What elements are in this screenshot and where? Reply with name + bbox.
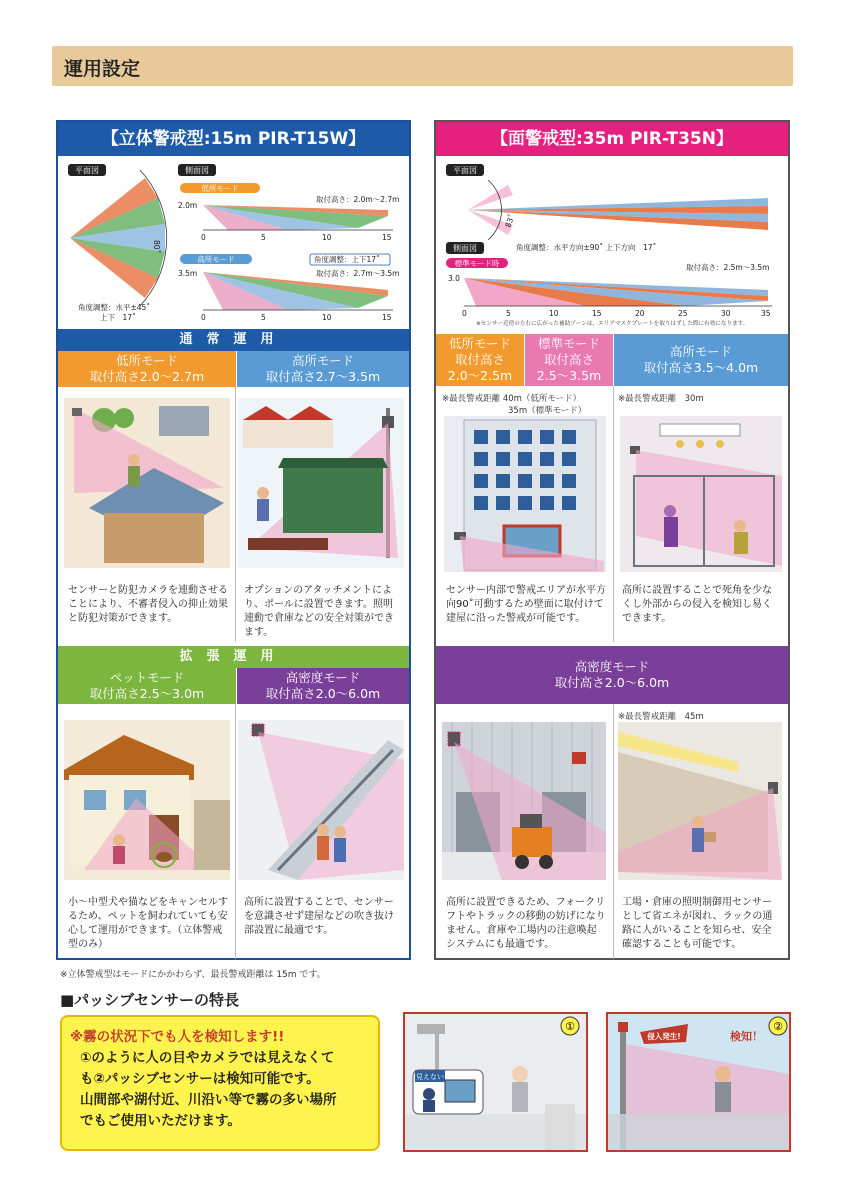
svg-text:10: 10 [322,233,332,242]
left-normal-band: 通常運用 [58,329,409,351]
right-panel-title: 【面警戒型:35m PIR-T35N】 [436,122,788,156]
illustration-forklift-warehouse [442,722,606,880]
illustration-building-wall [444,416,606,572]
right-ticks [462,309,771,318]
left-high-height: 取付高さ：2.7m〜3.5m [316,269,400,278]
right-mode-standard: 標準モード 取付高さ 2.5〜3.5m [525,334,613,386]
right-max-dist-1b: 35m（標準モード） [508,406,587,416]
svg-text:10: 10 [549,309,559,318]
illustration-warehouse-aisle [618,722,782,880]
divider [613,386,614,642]
illustration-pole-warehouse [238,398,404,568]
svg-text:15: 15 [382,233,392,242]
svg-text:10: 10 [322,313,332,322]
right-desc-normal-2: 高所に設置することで死角を少なくし外部からの侵入を検知し易くできます。 [622,585,772,624]
right-plan-angle: 83˚ [503,213,517,229]
svg-text:25: 25 [678,309,688,318]
right-side-label: 側面図 [453,244,477,253]
illustration-fog-sensor [606,1012,791,1152]
left-mode-pet: ペットモード 取付高さ2.5〜3.0m [58,668,236,704]
img1-bubble: 見えない [416,1073,444,1081]
right-std-mode-tag: 標準モード時 [454,259,500,268]
svg-text:0: 0 [462,309,467,318]
passive-line-3: も②パッシブセンサーは検知可能です。 [80,1071,320,1087]
right-plan-label: 平面図 [453,166,477,175]
right-panel [434,120,790,960]
svg-text:15: 15 [382,313,392,322]
left-y-low: 2.0m [178,201,198,210]
svg-text:15: 15 [592,309,602,318]
img1-badge: ① [565,1020,575,1033]
left-panel-title: 【立体警戒型:15m PIR-T15W】 [58,122,409,156]
left-low-height: 取付高さ：2.0m〜2.7m [316,195,400,204]
footnote-left: ※立体警戒型はモードにかかわらず、最長警戒距離は 15m です。 [60,970,326,980]
left-low-ticks [201,233,392,242]
passive-line-2: ①のように人の目やカメラでは見えなくて [80,1050,335,1066]
left-plan-label: 平面図 [75,166,99,175]
left-low-mode-tag: 低所モード [201,184,239,193]
right-mode-low: 低所モード 取付高さ 2.0〜2.5m [436,334,524,386]
divider [235,704,236,959]
right-mode-high: 高所モード 取付高さ3.5〜4.0m [614,334,788,386]
passive-line-4: 山間部や湖付近、川沿い等で霧の多い場所 [80,1092,337,1108]
left-panel [56,120,411,960]
svg-text:5: 5 [261,233,266,242]
divider [613,704,614,959]
left-desc-normal-1: センサーと防犯カメラを連動させることにより、不審者侵入の抑止効果と防犯対策ができます。 [68,585,228,624]
right-mode-dense: 高密度モード 取付高さ2.0〜6.0m [436,646,788,704]
svg-text:5: 5 [261,313,266,322]
svg-text:20: 20 [635,309,645,318]
svg-text:35: 35 [761,309,771,318]
right-max-dist-3: ※最長警戒距離 45m [618,712,704,722]
illustration-house-camera [64,398,230,568]
section-header [52,46,793,86]
left-mode-dense: 高密度モード 取付高さ2.0〜6.0m [237,668,409,704]
right-plan-fan [468,180,768,240]
left-plan-fan [70,170,167,306]
left-high-ticks [201,313,392,322]
left-desc-ext-2: 高所に設置することで、センサーを意識させず建屋などの吹き抜け部設置に最適です。 [244,897,394,936]
right-footnote: ※センサー近傍の左右に広がった補助ゾーンは、エリアマスクプレートを取りはずした際に有効になります。 [476,321,749,327]
right-spec-diagram [436,158,788,328]
svg-text:0: 0 [201,313,206,322]
illustration-fog-camera [403,1012,588,1152]
left-side-label: 側面図 [185,166,209,175]
left-y-high: 3.5m [178,269,198,278]
svg-text:0: 0 [201,233,206,242]
img2-alarm: 侵入発生! [647,1032,681,1041]
img2-detect: 検知！ [730,1030,763,1043]
left-angle-adjust-side: 角度調整：上下17˚ [314,255,380,264]
svg-text:5: 5 [506,309,511,318]
left-angle-text-2: 上下 17˚ [100,313,136,322]
section-title: 運用設定 [64,58,141,80]
right-desc-ext-1: 高所に設置できるため、フォークリフトやトラックの移動の妨げになりません。倉庫や工場内の注意喚起システムにも最適です。 [446,897,606,950]
left-plan-angle: 80˚ [152,240,161,254]
passive-line-5: でもご使用いただけます。 [80,1113,241,1129]
passive-heading: ■パッシブセンサーの特長 [60,991,240,1009]
left-desc-ext-1: 小〜中型犬や猫などをキャンセルするため、ペットを飼われていても安心して運用ができます。（立体警戒型のみ） [68,897,228,950]
left-angle-text-1: 角度調整：水平±45˚ [78,303,151,312]
right-desc-normal-1: センサー内部で警戒エリアが水平方向90˚可動するため壁面に取付けて建屋に沿った警戒が可能です。 [446,585,606,624]
left-extended-band: 拡張運用 [58,646,409,668]
left-spec-diagram [58,158,409,328]
svg-text:30: 30 [721,309,731,318]
right-y-val: 3.0 [448,274,460,283]
illustration-shop-window [620,416,782,572]
left-desc-normal-2: オプションのアタッチメントにより、ポールに設置できます。照明連動で倉庫などの安全対策ができます。 [244,585,394,638]
right-height-text: 取付高さ：2.5m〜3.5m [686,263,770,272]
left-mode-low: 低所モード 取付高さ2.0〜2.7m [58,351,236,387]
right-max-dist-2: ※最長警戒距離 30m [618,394,704,404]
left-mode-high: 高所モード 取付高さ2.7〜3.5m [237,351,409,387]
passive-line-1: ※霧の状況下でも人を検知します!! [70,1029,285,1045]
right-angle-text: 角度調整：水平方向±90˚ 上下方向 17˚ [516,243,657,252]
img2-badge: ② [773,1020,783,1033]
passive-callout [60,1015,380,1151]
divider [235,387,236,642]
illustration-pet-house [64,720,230,880]
right-max-dist-1a: ※最長警戒距離 40m（低所モード） [442,394,582,404]
right-desc-ext-2: 工場・倉庫の照明制御用センサーとして省エネが図れ、ラックの通路に人がいることを知らせ、安全確認することも可能です。 [622,897,773,950]
illustration-escalator [238,720,404,880]
left-high-mode-tag: 高所モード [197,255,235,264]
